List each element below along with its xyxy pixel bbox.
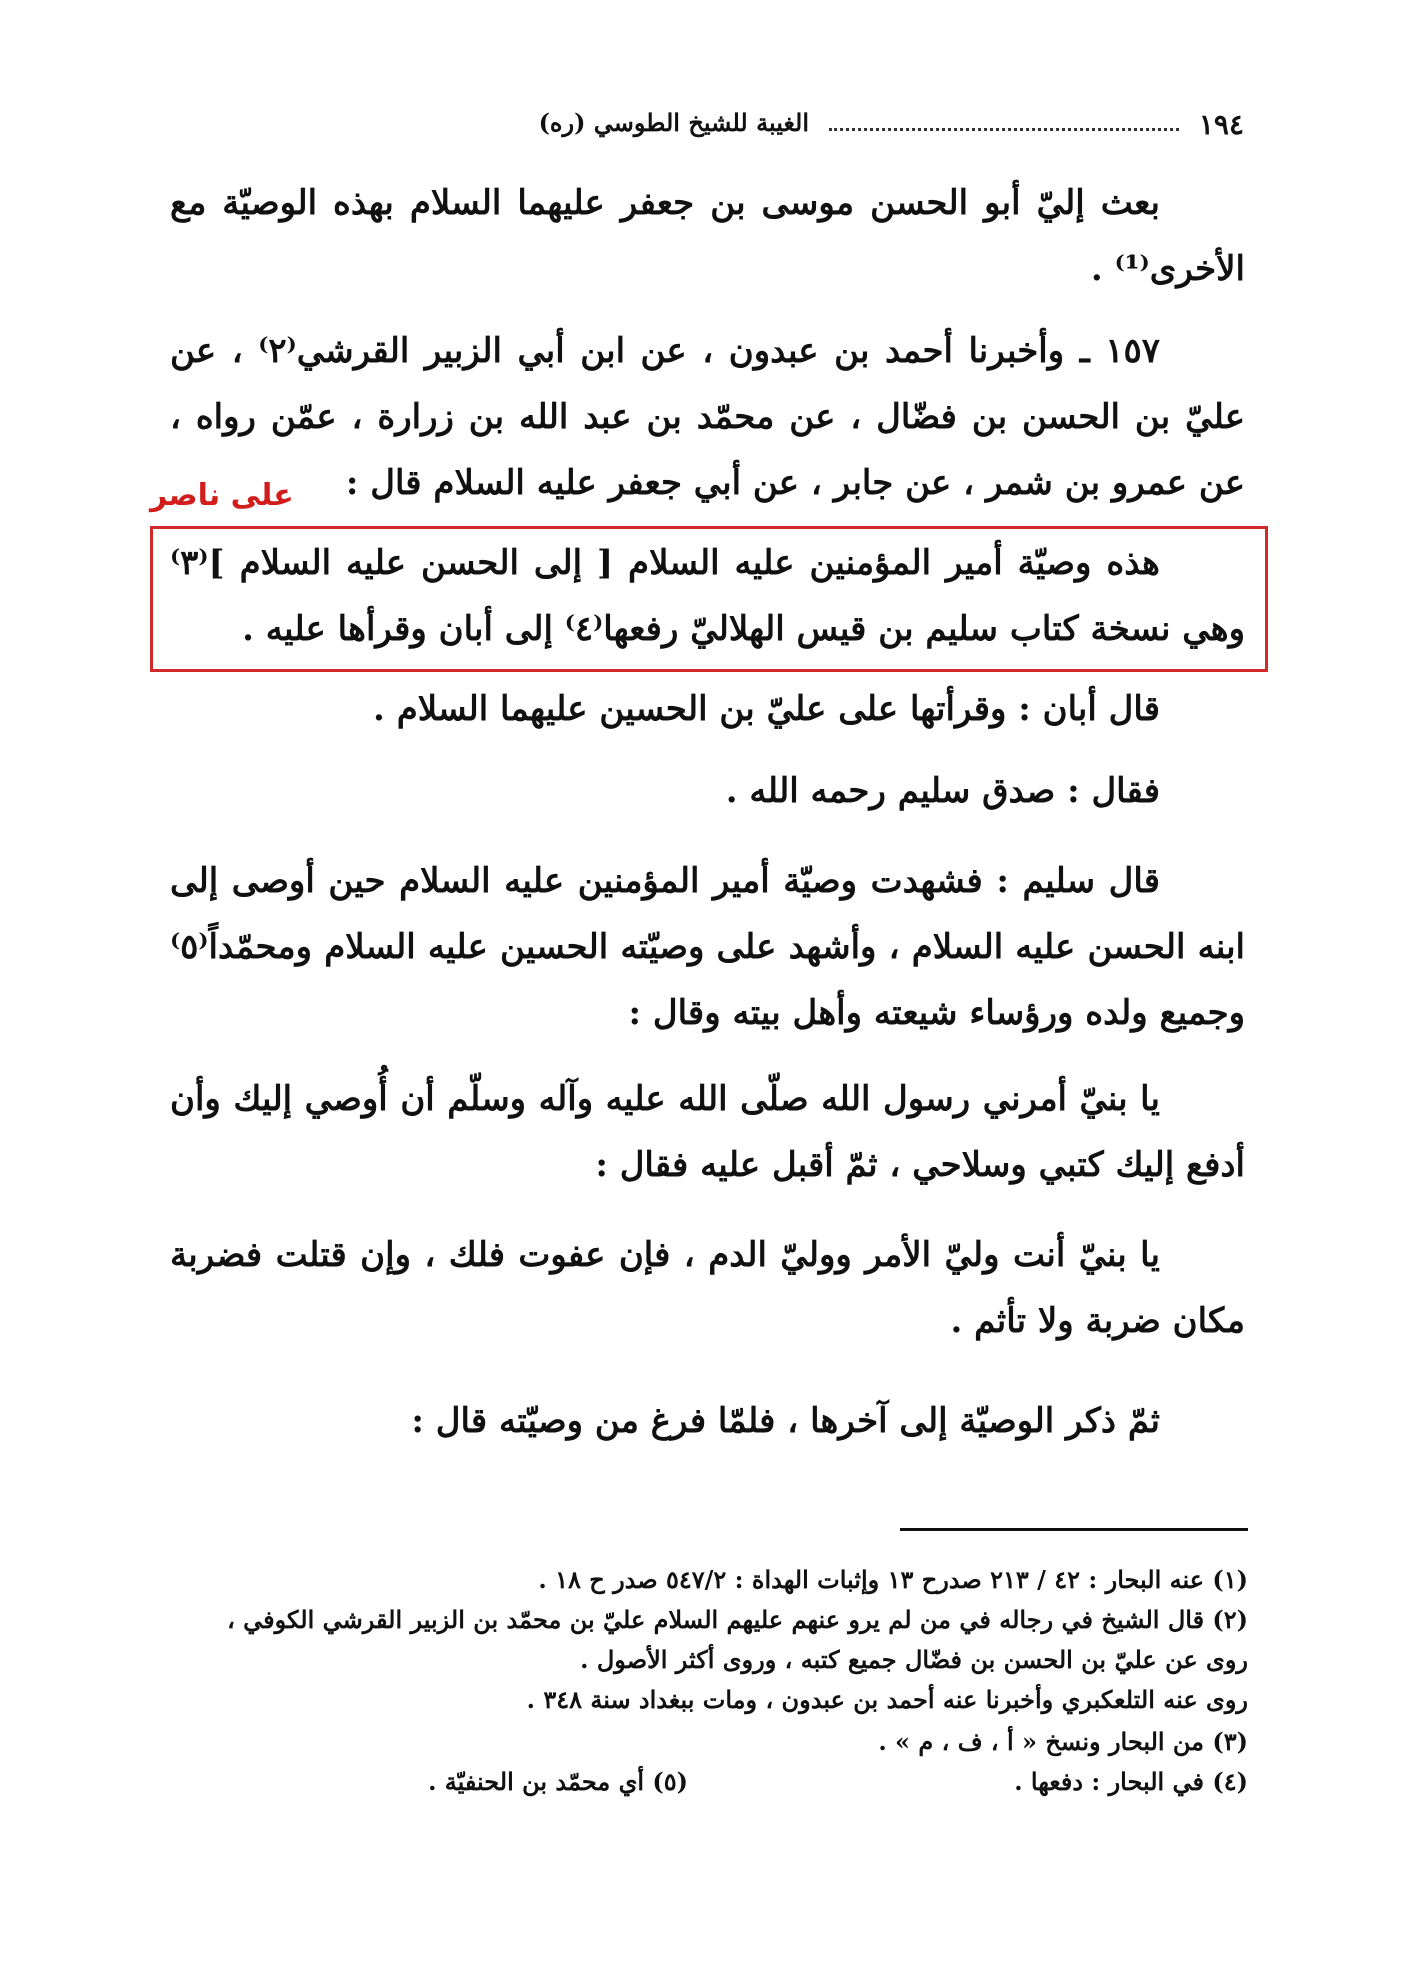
footnote-2-line-1: (٢) قال الشيخ في رجاله في من لم يرو عنهم عليهم السلام عليّ بن محمّد بن الزبير القرشي الكوفي ، (227, 1605, 1248, 1634)
footnote-2-line-3: روى عنه التلعكبري وأخبرنا عنه أحمد بن عبدون ، ومات ببغداد سنة ٣٤٨ . (526, 1685, 1248, 1714)
paragraph-7: يا بنيّ أمرني رسول الله صلّى الله عليه وآله وسلّم أن أُوصي إليك وأن أدفع إليك كتبي وسلاحي ، ثمّ أقبل عليه فقال : (170, 1079, 1245, 1185)
page-number: ١٩٤ (1198, 108, 1244, 141)
paragraph-3-highlighted: هذه وصيّة أمير المؤمنين عليه السلام [ إلى الحسن عليه السلام ]⁽٣⁾ وهي نسخة كتاب سليم بن قيس الهلاليّ رفعها⁽٤⁾ إلى أبان وقرأها عليه . (170, 543, 1245, 649)
footnote-1: (١) عنه البحار : ٤٢ / ٢١٣ صدرح ١٣ وإثبات الهداة : ٥٤٧/٢ صدر ح ١٨ . (538, 1565, 1248, 1594)
footnote-5: (٥) أي محمّد بن الحنفيّة . (428, 1767, 688, 1796)
paragraph-2-hadith-157: ١٥٧ ـ وأخبرنا أحمد بن عبدون ، عن ابن أبي الزبير القرشي⁽٢⁾ ، عن عليّ بن الحسن بن فضّال ، عن محمّد بن عبد الله بن زرارة ، عمّن رواه ، عن عمرو بن شمر ، عن جابر ، عن أبي جعفر عليه السلام قال : (170, 331, 1245, 503)
paragraph-6: قال سليم : فشهدت وصيّة أمير المؤمنين عليه السلام حين أوصى إلى ابنه الحسن عليه السلام ، وأشهد على وصيّته الحسين عليه السلام ومحمّداً⁽٥⁾ وجميع ولده ورؤساء شيعته وأهل بيته وقال : (170, 861, 1245, 1033)
handwritten-annotation-label: على ناصر (150, 478, 294, 513)
header-leader-dots (829, 110, 1179, 131)
paragraph-5: فقال : صدق سليم رحمه الله . (725, 771, 1160, 811)
footnote-4: (٤) في البحار : دفعها . (1014, 1767, 1248, 1796)
paragraph-9: ثمّ ذكر الوصيّة إلى آخرها ، فلمّا فرغ من وصيّته قال : (411, 1401, 1160, 1441)
paragraph-8: يا بنيّ أنت وليّ الأمر ووليّ الدم ، فإن عفوت فلك ، وإن قتلت فضربة مكان ضربة ولا تأثم . (170, 1235, 1245, 1341)
footnote-2-line-2: روى عن عليّ بن الحسن بن فضّال جميع كتبه ، وروى أكثر الأصول . (580, 1645, 1248, 1674)
footnote-3: (٣) من البحار ونسخ « أ ، ف ، م » . (878, 1727, 1248, 1756)
paragraph-1: بعث إليّ أبو الحسن موسى بن جعفر عليهما السلام بهذه الوصيّة مع الأخرى⁽¹⁾ . (170, 183, 1245, 289)
paragraph-4: قال أبان : وقرأتها على عليّ بن الحسين عليهما السلام . (373, 689, 1160, 729)
running-title: الغيبة للشيخ الطوسي (ره) (538, 108, 809, 137)
footnote-separator (900, 1528, 1248, 1531)
